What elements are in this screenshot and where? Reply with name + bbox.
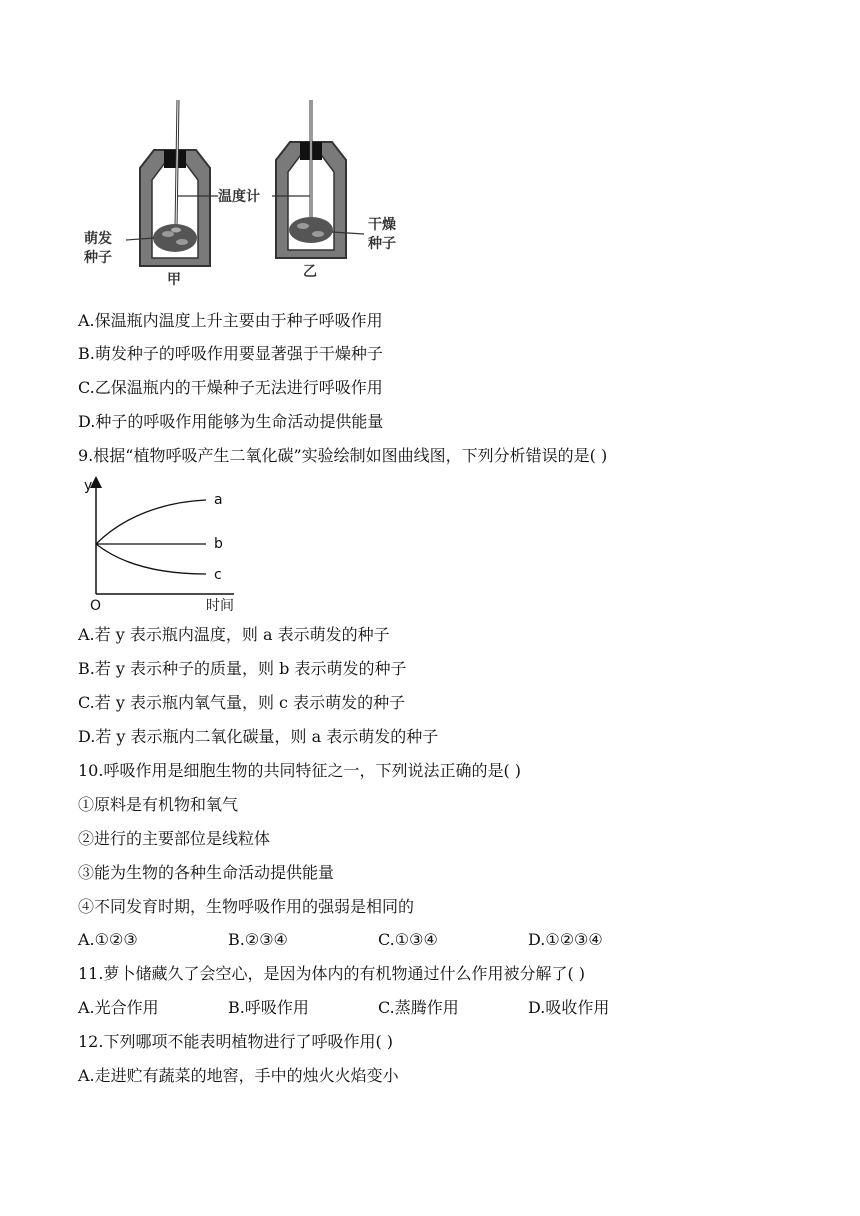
curve-b-label: b: [214, 536, 223, 552]
q8-option-b: B.萌发种子的呼吸作用要显著强于干燥种子: [78, 344, 383, 363]
curve-c: [96, 544, 206, 574]
germinating-label-1: 萌发: [84, 231, 112, 247]
bottle-jia-label: 甲: [167, 272, 181, 288]
q12-stem: 12.下列哪项不能表明植物进行了呼吸作用( ): [78, 1032, 394, 1051]
q11-stem: 11.萝卜储藏久了会空心，是因为体内的有机物通过什么作用被分解了( ): [78, 964, 586, 983]
bottle-jia: [140, 100, 210, 266]
q10-option-d: D.①②③④: [528, 930, 603, 949]
thermometer-label: 温度计: [218, 189, 260, 205]
q9-option-a: A.若 y 表示瓶内温度，则 a 表示萌发的种子: [78, 625, 390, 644]
thermos-experiment-figure: [78, 98, 418, 298]
bottle-yi: [276, 100, 346, 258]
q12-option-a: A.走进贮有蔬菜的地窖，手中的烛火火焰变小: [78, 1066, 399, 1085]
curve-a-label: a: [214, 492, 223, 508]
curve-a: [96, 500, 206, 544]
q11-option-d: D.吸收作用: [528, 998, 610, 1017]
y-axis-label: y: [84, 478, 93, 494]
q10-option-c: C.①③④: [378, 930, 438, 949]
q9-option-d: D.若 y 表示瓶内二氧化碳量，则 a 表示萌发的种子: [78, 727, 439, 746]
q10-option-b: B.②③④: [228, 930, 288, 949]
q8-option-c: C.乙保温瓶内的干燥种子无法进行呼吸作用: [78, 378, 383, 397]
germinating-label-2: 种子: [84, 250, 112, 266]
x-axis-label: 时间: [206, 598, 234, 614]
q9-stem: 9.根据“植物呼吸产生二氧化碳”实验绘制如图曲线图，下列分析错误的是( ): [78, 446, 608, 465]
q10-option-a: A.①②③: [78, 930, 138, 949]
q11-option-c: C.蒸腾作用: [378, 998, 459, 1017]
q8-option-d: D.种子的呼吸作用能够为生命活动提供能量: [78, 412, 384, 431]
q10-statement-2: ②进行的主要部位是线粒体: [78, 829, 271, 848]
q10-stem: 10.呼吸作用是细胞生物的共同特征之一，下列说法正确的是( ): [78, 761, 522, 780]
q11-option-b: B.呼吸作用: [228, 998, 309, 1017]
q9-option-b: B.若 y 表示种子的质量，则 b 表示萌发的种子: [78, 659, 407, 678]
q10-statement-1: ①原料是有机物和氧气: [78, 795, 239, 814]
q9-line-graph: [84, 476, 254, 616]
q10-statement-3: ③能为生物的各种生命活动提供能量: [78, 863, 335, 882]
bottle-yi-label: 乙: [303, 264, 317, 280]
origin-label: O: [90, 598, 102, 614]
dry-seeds-label-1: 干燥: [368, 217, 396, 233]
dry-seeds-label-2: 种子: [368, 236, 396, 252]
q8-option-a: A.保温瓶内温度上升主要由于种子呼吸作用: [78, 311, 383, 330]
curve-c-label: c: [214, 567, 222, 583]
q11-option-a: A.光合作用: [78, 998, 159, 1017]
q10-statement-4: ④不同发育时期，生物呼吸作用的强弱是相同的: [78, 897, 415, 916]
q9-option-c: C.若 y 表示瓶内氧气量，则 c 表示萌发的种子: [78, 693, 406, 712]
